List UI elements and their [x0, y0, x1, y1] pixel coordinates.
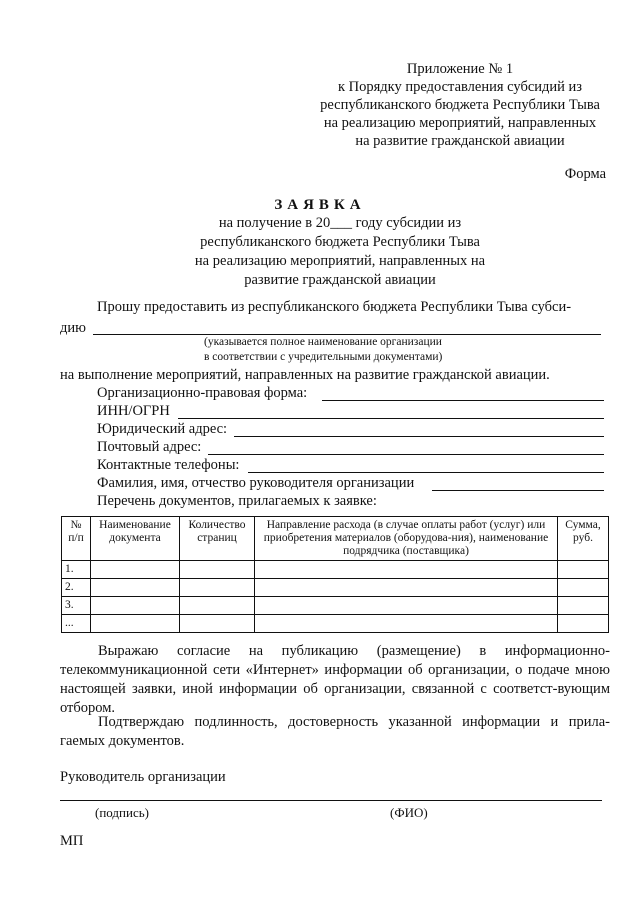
row-number: 2.	[62, 579, 91, 597]
appendix-number: Приложение № 1	[406, 61, 514, 77]
row-number: ...	[62, 615, 91, 633]
inn-field[interactable]	[178, 418, 604, 419]
cell-expense[interactable]	[255, 579, 558, 597]
cell-sum[interactable]	[558, 561, 609, 579]
request-text-line3: на выполнение мероприятий, направленных на развитие гражданской авиации.	[60, 367, 550, 383]
form-label: Форма	[564, 166, 606, 182]
postal-address-field[interactable]	[208, 454, 604, 455]
name-label: (ФИО)	[390, 805, 428, 820]
head-name-label: Фамилия, имя, отчество руководителя организации	[97, 475, 415, 491]
document-subtitle	[120, 214, 560, 290]
col-header-sum: Сумма, руб.	[558, 517, 609, 561]
signature-line[interactable]	[60, 800, 602, 801]
document-title: ЗАЯВКА	[274, 197, 366, 213]
request-text-line2: дию	[60, 320, 86, 336]
table-row	[62, 615, 609, 633]
phones-field[interactable]	[248, 472, 604, 473]
cell-sum[interactable]	[558, 597, 609, 615]
org-form-field[interactable]	[322, 400, 604, 401]
cell-pages[interactable]	[180, 561, 255, 579]
col-header-expense-direction: Направление расхода (в случае оплаты работ (услуг) или приобретения материалов (оборудова-ния), наименование подрядчика (поставщика)	[255, 517, 558, 561]
cell-pages[interactable]	[180, 615, 255, 633]
subtitle-line: республиканского бюджета Республики Тыва	[200, 234, 480, 250]
subtitle-line: на получение в 20___ году субсидии из	[218, 215, 462, 231]
appendix-line: на развитие гражданской авиации	[355, 133, 565, 149]
legal-address-field[interactable]	[234, 436, 604, 437]
appendix-header	[300, 60, 620, 150]
confirm-paragraph	[60, 713, 610, 751]
cell-sum[interactable]	[558, 579, 609, 597]
col-header-pages: Количество страниц	[180, 517, 255, 561]
org-name-field[interactable]	[93, 334, 601, 335]
cell-pages[interactable]	[180, 579, 255, 597]
documents-table	[61, 516, 609, 633]
request-text-line1: Прошу предоставить из республиканского бюджета Республики Тыва субси-	[97, 299, 572, 315]
head-name-field[interactable]	[432, 490, 604, 491]
org-form-label: Организационно-правовая форма:	[97, 385, 308, 401]
table-row	[62, 597, 609, 615]
org-name-hint: (указывается полное наименование организации	[204, 336, 442, 348]
appendix-line: к Порядку предоставления субсидий из	[337, 79, 583, 95]
cell-doc-name[interactable]	[91, 579, 180, 597]
head-label: Руководитель организации	[60, 769, 226, 785]
cell-expense[interactable]	[255, 597, 558, 615]
row-number: 1.	[62, 561, 91, 579]
consent-text: Выражаю согласие на публикацию (размещение) в информационно-телекоммуникационной сети «Интернет» информации об организации, о подаче мною настоящей заявки, иной информации об организации, связанной с соответст-вующим отбором.	[60, 643, 610, 716]
cell-sum[interactable]	[558, 615, 609, 633]
appendix-line: на реализацию мероприятий, направленных	[323, 115, 597, 131]
table-header-row	[62, 517, 609, 561]
postal-address-label: Почтовый адрес:	[97, 439, 202, 455]
docs-list-label: Перечень документов, прилагаемых к заявке:	[97, 493, 377, 509]
cell-expense[interactable]	[255, 561, 558, 579]
subtitle-line: развитие гражданской авиации	[244, 272, 436, 288]
cell-doc-name[interactable]	[91, 597, 180, 615]
signature-label: (подпись)	[95, 805, 149, 820]
stamp-label: МП	[60, 833, 84, 849]
cell-doc-name[interactable]	[91, 615, 180, 633]
col-header-doc-name: Наименование документа	[91, 517, 180, 561]
org-name-hint: в соответствии с учредительными документами)	[204, 351, 443, 363]
cell-expense[interactable]	[255, 615, 558, 633]
table-row	[62, 561, 609, 579]
appendix-line: республиканского бюджета Республики Тыва	[320, 97, 600, 113]
row-number: 3.	[62, 597, 91, 615]
legal-address-label: Юридический адрес:	[97, 421, 228, 437]
col-header-number: № п/п	[62, 517, 91, 561]
subtitle-line: на реализацию мероприятий, направленных на	[194, 253, 486, 269]
cell-doc-name[interactable]	[91, 561, 180, 579]
consent-paragraph	[60, 642, 610, 718]
table-row	[62, 579, 609, 597]
inn-label: ИНН/ОГРН	[97, 403, 170, 419]
confirm-text: Подтверждаю подлинность, достоверность указанной информации и прила-гаемых документов.	[60, 714, 610, 749]
phones-label: Контактные телефоны:	[97, 457, 240, 473]
cell-pages[interactable]	[180, 597, 255, 615]
